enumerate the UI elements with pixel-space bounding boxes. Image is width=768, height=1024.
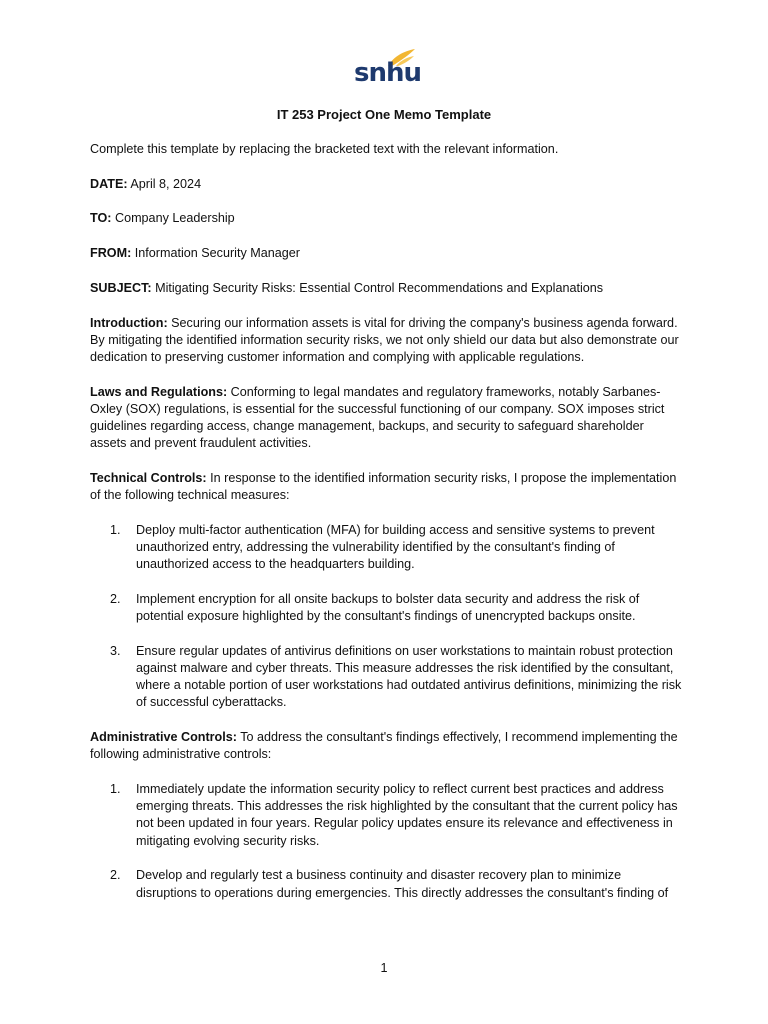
laws-text: Conforming to legal mandates and regulatory frameworks, notably Sarbanes-Oxley (SOX) regulations, is essential for the successful functioning of our company. SOX imposes strict guidelines regarding access, change management, backups, and security to safeguard shareholder assets and prevent fraudulent activities. (90, 384, 665, 451)
list-item-number: 2. (110, 868, 121, 883)
from-line (90, 245, 682, 262)
to-label: TO: (90, 211, 112, 226)
technical-controls-text: In response to the identified information security risks, I propose the implementation of the following technical measures: (90, 470, 677, 503)
subject-label: SUBJECT: (90, 280, 152, 295)
list-item-text: Deploy multi-factor authentication (MFA) for building access and sensitive systems to prevent unauthorized entry, addressing the vulnerability identified by the consultant's finding of unauthorized access to the headquarters building. (136, 522, 655, 572)
subject-line (90, 280, 682, 297)
list-item (90, 591, 682, 625)
date-label: DATE: (90, 176, 128, 191)
administrative-controls-list (90, 781, 682, 902)
introduction-label: Introduction: (90, 315, 168, 330)
list-item (90, 522, 682, 574)
technical-controls-label: Technical Controls: (90, 470, 207, 485)
document-title: IT 253 Project One Memo Template (276, 107, 492, 122)
from-value: Information Security Manager (134, 246, 300, 261)
laws-paragraph (90, 384, 682, 453)
list-item-number: 2. (110, 591, 121, 606)
list-item-number: 1. (110, 782, 121, 797)
list-item-number: 1. (110, 522, 121, 537)
list-item (90, 867, 682, 901)
snhu-logo (352, 48, 422, 90)
technical-controls-list (90, 522, 682, 712)
technical-controls-paragraph (90, 470, 682, 504)
subject-value: Mitigating Security Risks: Essential Control Recommendations and Explanations (155, 280, 604, 295)
list-item (90, 781, 682, 850)
administrative-controls-label: Administrative Controls: (90, 730, 237, 745)
list-item-number: 3. (110, 643, 121, 658)
list-item-text: Immediately update the information security policy to reflect current best practices and address emerging threats. This addresses the risk highlighted by the consultant that the current policy has not been updated in four years. Regular policy updates ensure its relevance and effectiveness in mitigating evolving security risks. (136, 782, 678, 848)
introduction-paragraph (90, 315, 682, 367)
administrative-controls-paragraph (90, 729, 682, 763)
date-value: April 8, 2024 (130, 176, 202, 191)
from-label: FROM: (90, 246, 132, 261)
page-number: 1 (380, 961, 388, 975)
list-item-text: Ensure regular updates of antivirus definitions on user workstations to maintain robust protection against malware and cyber threats. This measure addresses the risk identified by the consultant, where a notable portion of user workstations had outdated antivirus definitions, minimizing the risk of successful cyberattacks. (136, 643, 682, 710)
to-value: Company Leadership (114, 211, 235, 226)
list-item-text: Develop and regularly test a business continuity and disaster recovery plan to minimize disruptions to operations during emergencies. This directly addresses the consultant's finding of (136, 868, 669, 900)
list-item (90, 643, 682, 712)
date-line (90, 176, 682, 193)
memo-body (90, 141, 682, 919)
list-item-text: Implement encryption for all onsite backups to bolster data security and address the risk of potential exposure highlighted by the consultant's findings of unencrypted backups onsite. (136, 591, 640, 624)
introduction-text: Securing our information assets is vital for driving the company's business agenda forward. By mitigating the identified information security risks, we not only shield our data but also demonstrate our dedication to preserving customer information and complying with applicable regulations. (90, 315, 679, 364)
instructions: Complete this template by replacing the bracketed text with the relevant information. (90, 142, 559, 156)
to-line (90, 210, 682, 227)
logo-wordmark: snhu (354, 58, 422, 88)
laws-label: Laws and Regulations: (90, 384, 228, 399)
administrative-controls-text: To address the consultant's findings effectively, I recommend implementing the following administrative controls: (90, 730, 678, 762)
